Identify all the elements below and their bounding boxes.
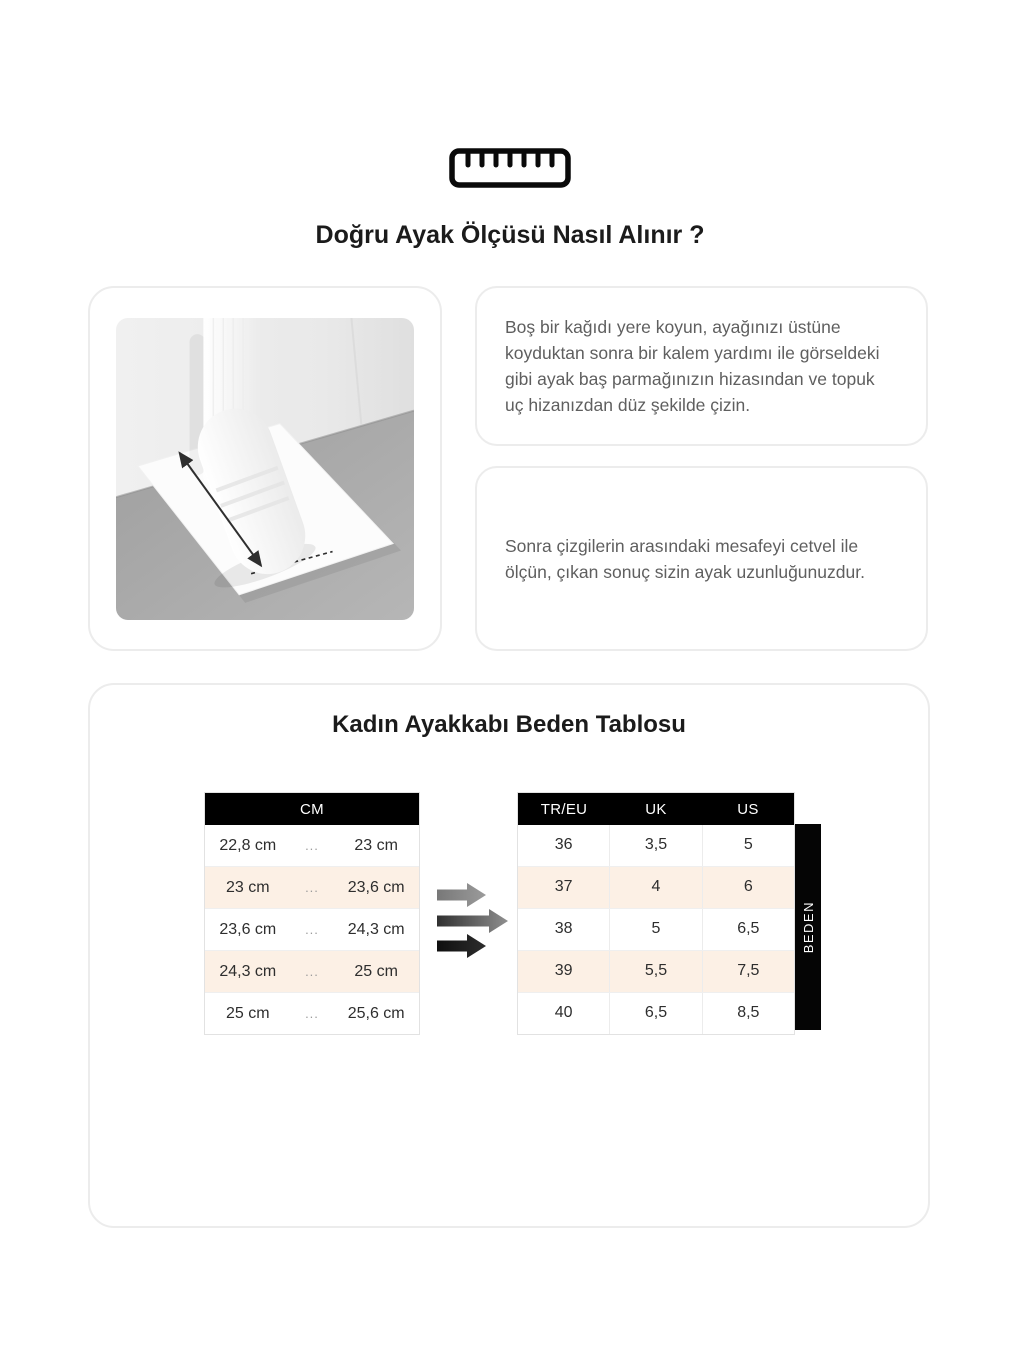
conversion-table xyxy=(517,792,795,1035)
cm-from-cell: 22,8 cm xyxy=(219,836,277,854)
instructions-column xyxy=(475,286,928,651)
size-table-card xyxy=(88,683,930,1228)
instruction-text-2: Sonra çizgilerin arasındaki mesafeyi cetvel ile ölçün, çıkan sonuç sizin ayak uzunluğunuzdur. xyxy=(505,535,865,582)
header-cell-tr-eu: TR/EU xyxy=(540,800,588,818)
cm-from-cell: 25 cm xyxy=(226,1004,270,1022)
us-cell: 8,5 xyxy=(702,993,794,1034)
table-row xyxy=(518,825,794,866)
foot-on-paper-illustration xyxy=(116,318,414,620)
cm-table-header: CM xyxy=(205,793,419,825)
foot-measurement-photo xyxy=(116,318,414,620)
range-dots: ... xyxy=(305,964,319,979)
cm-to-cell: 25,6 cm xyxy=(347,1004,405,1022)
table-row xyxy=(205,825,419,866)
range-dots: ... xyxy=(305,922,319,937)
eu-cell: 38 xyxy=(554,920,573,937)
cm-from-cell: 23 cm xyxy=(226,878,270,896)
table-row xyxy=(518,866,794,908)
header-cell-uk: UK xyxy=(645,800,667,818)
cm-from-cell: 23,6 cm xyxy=(219,920,277,938)
table-row xyxy=(205,908,419,950)
us-cell: 6 xyxy=(702,867,794,908)
table-row xyxy=(205,950,419,992)
instruction-text-1: Boş bir kağıdı yere koyun, ayağınızı üstüne koyduktan sonra bir kalem yardımı ile görseldeki gibi ayak baş parmağınızın hizasından ve topuk uç hizanızdan düz şekilde çizin. xyxy=(505,317,880,415)
uk-cell: 5,5 xyxy=(609,951,701,992)
eu-cell: 39 xyxy=(554,962,573,979)
us-cell: 5 xyxy=(702,825,794,866)
cm-to-cell: 23 cm xyxy=(354,836,398,854)
page-title: Doğru Ayak Ölçüsü Nasıl Alınır ? xyxy=(315,221,705,249)
beden-side-label xyxy=(795,824,821,1030)
cm-table xyxy=(204,792,420,1035)
us-cell: 6,5 xyxy=(702,909,794,950)
how-to-measure-section xyxy=(88,286,928,651)
cm-to-cell: 23,6 cm xyxy=(347,878,405,896)
table-row xyxy=(518,908,794,950)
eu-cell: 40 xyxy=(554,1004,573,1021)
size-table-title: Kadın Ayakkabı Beden Tablosu xyxy=(332,711,686,738)
uk-cell: 4 xyxy=(609,867,701,908)
right-arrows-icon xyxy=(434,881,508,960)
table-row xyxy=(518,992,794,1034)
cm-to-cell: 24,3 cm xyxy=(347,920,405,938)
range-dots: ... xyxy=(305,1006,319,1021)
range-dots: ... xyxy=(305,880,319,895)
instruction-card-1 xyxy=(475,286,928,446)
uk-cell: 5 xyxy=(609,909,701,950)
ruler-icon xyxy=(0,148,1020,188)
cm-from-cell: 24,3 cm xyxy=(219,962,277,980)
header-cell-us: US xyxy=(737,800,759,818)
instruction-card-2 xyxy=(475,466,928,651)
eu-cell: 36 xyxy=(554,836,573,853)
beden-label-text: BEDEN xyxy=(800,900,816,954)
measurement-photo-card xyxy=(88,286,442,651)
table-row xyxy=(205,866,419,908)
range-dots: ... xyxy=(305,838,319,853)
uk-cell: 3,5 xyxy=(609,825,701,866)
cm-to-cell: 25 cm xyxy=(354,962,398,980)
us-cell: 7,5 xyxy=(702,951,794,992)
table-row xyxy=(518,950,794,992)
table-row xyxy=(205,992,419,1034)
eu-cell: 37 xyxy=(554,878,573,895)
conversion-table-header xyxy=(518,793,794,825)
uk-cell: 6,5 xyxy=(609,993,701,1034)
